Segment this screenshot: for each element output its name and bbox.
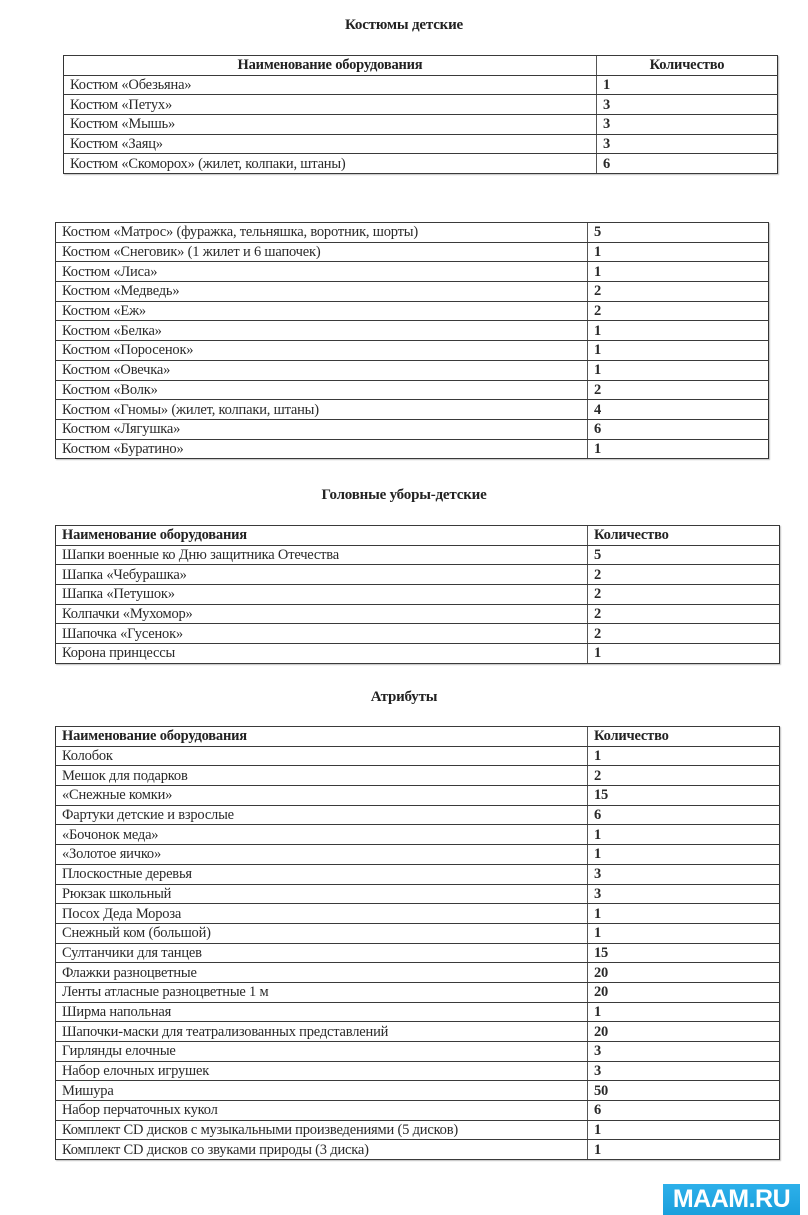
costumes-table — [63, 55, 778, 174]
item-name: Шапочки-маски для театрализованных представлений — [56, 1022, 588, 1042]
table-row — [56, 1002, 780, 1022]
item-name: «Снежные комки» — [56, 786, 588, 806]
item-name: Ширма напольная — [56, 1002, 588, 1022]
item-qty: 4 — [588, 400, 769, 420]
item-qty: 1 — [588, 341, 769, 361]
item-qty: 1 — [588, 262, 769, 282]
item-qty: 3 — [588, 1061, 780, 1081]
item-qty: 20 — [588, 1022, 780, 1042]
item-qty: 3 — [588, 864, 780, 884]
table-row — [56, 242, 769, 262]
item-name: Костюм «Лягушка» — [56, 419, 588, 439]
item-qty: 2 — [588, 380, 769, 400]
item-name: Флажки разноцветные — [56, 963, 588, 983]
item-qty: 6 — [588, 419, 769, 439]
table-row — [64, 95, 778, 115]
item-name: Набор елочных игрушек — [56, 1061, 588, 1081]
item-name: Гирлянды елочные — [56, 1042, 588, 1062]
item-name: Колпачки «Мухомор» — [56, 604, 588, 624]
table-row — [56, 963, 780, 983]
item-name: Шапочка «Гусенок» — [56, 624, 588, 644]
item-name: Костюм «Гномы» (жилет, колпаки, штаны) — [56, 400, 588, 420]
item-qty: 1 — [588, 360, 769, 380]
item-name: Костюм «Скоморох» (жилет, колпаки, штаны) — [64, 154, 597, 174]
table-row — [56, 400, 769, 420]
item-name: Костюм «Петух» — [64, 95, 597, 115]
column-header-name: Наименование оборудования — [64, 56, 597, 76]
item-name: Костюм «Волк» — [56, 380, 588, 400]
table-row — [56, 805, 780, 825]
table-row — [56, 1120, 780, 1140]
item-qty: 20 — [588, 963, 780, 983]
item-qty: 2 — [588, 585, 780, 605]
item-qty: 6 — [588, 1101, 780, 1121]
table-row — [56, 585, 780, 605]
table-header-row — [64, 56, 778, 76]
item-name: Костюм «Поросенок» — [56, 341, 588, 361]
item-qty: 3 — [597, 95, 778, 115]
item-qty: 3 — [597, 115, 778, 135]
column-header-name: Наименование оборудования — [56, 727, 588, 747]
item-qty: 50 — [588, 1081, 780, 1101]
item-qty: 2 — [588, 301, 769, 321]
item-qty: 1 — [588, 1140, 780, 1160]
item-name: Шапки военные ко Дню защитника Отечества — [56, 545, 588, 565]
item-name: Костюм «Медведь» — [56, 282, 588, 302]
item-name: Костюм «Овечка» — [56, 360, 588, 380]
table-row — [56, 624, 780, 644]
item-name: Посох Деда Мороза — [56, 904, 588, 924]
item-qty: 3 — [597, 134, 778, 154]
table-row — [56, 884, 780, 904]
column-header-name: Наименование оборудования — [56, 526, 588, 546]
item-name: Мишура — [56, 1081, 588, 1101]
table-row — [56, 1022, 780, 1042]
table-row — [56, 439, 769, 459]
item-qty: 1 — [588, 1002, 780, 1022]
item-name: Корона принцессы — [56, 644, 588, 664]
item-name: Костюм «Буратино» — [56, 439, 588, 459]
table-row — [56, 786, 780, 806]
table-row — [56, 864, 780, 884]
item-name: Шапка «Чебурашка» — [56, 565, 588, 585]
table-row — [56, 282, 769, 302]
table-row — [64, 115, 778, 135]
item-name: Набор перчаточных кукол — [56, 1101, 588, 1121]
item-name: Костюм «Мышь» — [64, 115, 597, 135]
item-qty: 1 — [588, 845, 780, 865]
section-title-costumes: Костюмы детские — [345, 17, 463, 33]
item-name: Комплект CD дисков с музыкальными произведениями (5 дисков) — [56, 1120, 588, 1140]
table-row — [56, 1140, 780, 1160]
item-qty: 1 — [588, 644, 780, 664]
item-qty: 1 — [588, 1120, 780, 1140]
item-qty: 5 — [588, 223, 769, 243]
item-qty: 20 — [588, 982, 780, 1002]
item-name: «Бочонок меда» — [56, 825, 588, 845]
table-row — [56, 904, 780, 924]
item-name: Комплект CD дисков со звуками природы (3 диска) — [56, 1140, 588, 1160]
item-name: Плоскостные деревья — [56, 864, 588, 884]
table-row — [56, 223, 769, 243]
table-row — [56, 1061, 780, 1081]
item-qty: 6 — [588, 805, 780, 825]
item-qty: 2 — [588, 766, 780, 786]
column-header-qty: Количество — [588, 727, 780, 747]
table-row — [56, 604, 780, 624]
item-name: Костюм «Лиса» — [56, 262, 588, 282]
table-row — [56, 262, 769, 282]
table-row — [56, 644, 780, 664]
item-qty: 1 — [588, 439, 769, 459]
item-qty: 1 — [597, 75, 778, 95]
table-row — [56, 825, 780, 845]
table-row — [56, 341, 769, 361]
item-qty: 3 — [588, 1042, 780, 1062]
item-name: Костюм «Еж» — [56, 301, 588, 321]
costumes-table-continued — [55, 222, 769, 459]
item-qty: 1 — [588, 904, 780, 924]
item-name: Шапка «Петушок» — [56, 585, 588, 605]
item-qty: 2 — [588, 604, 780, 624]
table-row — [56, 301, 769, 321]
column-header-qty: Количество — [597, 56, 778, 76]
item-name: Костюм «Матрос» (фуражка, тельняшка, воротник, шорты) — [56, 223, 588, 243]
table-row — [56, 1081, 780, 1101]
item-qty: 1 — [588, 242, 769, 262]
table-row — [56, 982, 780, 1002]
table-row — [64, 154, 778, 174]
column-header-qty: Количество — [588, 526, 780, 546]
item-name: Колобок — [56, 746, 588, 766]
item-qty: 3 — [588, 884, 780, 904]
item-name: Снежный ком (большой) — [56, 923, 588, 943]
table-row — [56, 565, 780, 585]
item-qty: 2 — [588, 624, 780, 644]
item-name: Костюм «Обезьяна» — [64, 75, 597, 95]
table-header-row — [56, 727, 780, 747]
table-row — [56, 545, 780, 565]
attributes-table — [55, 726, 780, 1160]
item-name: Мешок для подарков — [56, 766, 588, 786]
item-name: Султанчики для танцев — [56, 943, 588, 963]
item-qty: 15 — [588, 943, 780, 963]
item-qty: 15 — [588, 786, 780, 806]
item-qty: 2 — [588, 565, 780, 585]
headwear-table — [55, 525, 780, 664]
item-qty: 5 — [588, 545, 780, 565]
section-title-headwear: Головные уборы-детские — [321, 487, 487, 503]
section-title-attributes: Атрибуты — [370, 689, 438, 705]
table-row — [56, 943, 780, 963]
item-qty: 1 — [588, 825, 780, 845]
maam-watermark-logo: MAAM.RU — [663, 1184, 800, 1215]
item-name: Костюм «Белка» — [56, 321, 588, 341]
table-header-row — [56, 526, 780, 546]
table-row — [56, 360, 769, 380]
item-qty: 1 — [588, 746, 780, 766]
item-name: Костюм «Заяц» — [64, 134, 597, 154]
item-qty: 6 — [597, 154, 778, 174]
table-row — [56, 766, 780, 786]
table-row — [64, 75, 778, 95]
item-qty: 1 — [588, 923, 780, 943]
table-row — [56, 923, 780, 943]
table-row — [56, 419, 769, 439]
table-row — [56, 380, 769, 400]
table-row — [56, 845, 780, 865]
item-name: Фартуки детские и взрослые — [56, 805, 588, 825]
item-qty: 1 — [588, 321, 769, 341]
item-name: «Золотое яичко» — [56, 845, 588, 865]
table-row — [56, 746, 780, 766]
item-qty: 2 — [588, 282, 769, 302]
table-row — [56, 1042, 780, 1062]
table-row — [56, 321, 769, 341]
item-name: Костюм «Снеговик» (1 жилет и 6 шапочек) — [56, 242, 588, 262]
item-name: Рюкзак школьный — [56, 884, 588, 904]
table-row — [56, 1101, 780, 1121]
item-name: Ленты атласные разноцветные 1 м — [56, 982, 588, 1002]
table-row — [64, 134, 778, 154]
